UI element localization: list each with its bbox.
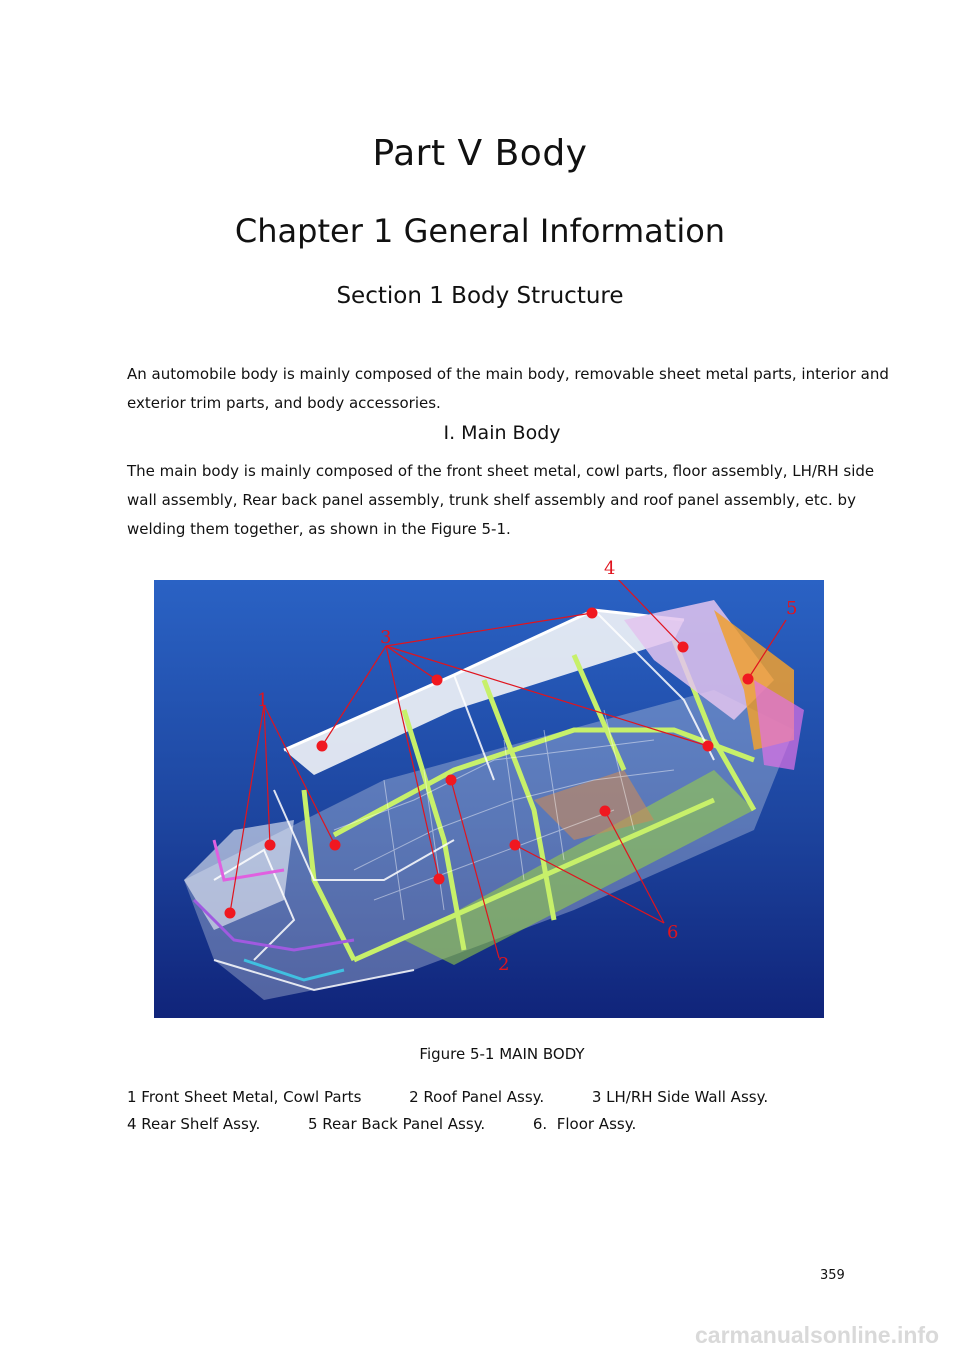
part-title: Part V Body (372, 133, 588, 174)
main-body-paragraph: The main body is mainly composed of the front sheet metal, cowl parts, floor assembly, LH/RH side wall assembly, Rear back panel assembly, trunk shelf assembly and roof panel assembly, etc. by welding them together, as shown in the Figure 5-1. (127, 462, 875, 538)
callout-label-6: 6 (667, 922, 679, 943)
callout-point-3a (317, 741, 328, 752)
watermark: carmanualsonline.info (695, 1322, 940, 1348)
callout-label-3: 3 (380, 627, 392, 648)
callout-point-1b (265, 840, 276, 851)
sub-heading-main-body: I. Main Body (443, 422, 561, 444)
page-number: 359 (820, 1268, 845, 1283)
callout-label-1: 1 (257, 690, 269, 711)
callout-point-3d (434, 874, 445, 885)
callout-point-6b (600, 806, 611, 817)
chapter-title: Chapter 1 General Information (234, 212, 726, 250)
callout-point-4 (678, 642, 689, 653)
callout-label-2: 2 (498, 954, 510, 975)
figure-caption: Figure 5-1 MAIN BODY (419, 1045, 585, 1063)
callout-point-3b (432, 675, 443, 686)
callout-point-2 (446, 775, 457, 786)
callout-point-1a (225, 908, 236, 919)
section-title: Section 1 Body Structure (336, 283, 624, 309)
callout-point-5 (743, 674, 754, 685)
main-body-figure (154, 580, 824, 1018)
callout-label-4: 4 (604, 558, 616, 579)
figure-legend-line-1: 1 Front Sheet Metal, Cowl Parts 2 Roof Panel Assy. 3 LH/RH Side Wall Assy. (127, 1088, 769, 1106)
figure-legend-line-2: 4 Rear Shelf Assy. 5 Rear Back Panel Assy. 6. Floor Assy. (127, 1115, 637, 1133)
intro-paragraph: An automobile body is mainly composed of the main body, removable sheet metal parts, interior and exterior trim parts, and body accessories. (127, 365, 889, 412)
callout-point-3c (587, 608, 598, 619)
callout-label-5: 5 (786, 598, 798, 619)
car-body-illustration (154, 580, 824, 1018)
callout-point-1c (330, 840, 341, 851)
callout-point-6a (510, 840, 521, 851)
callout-point-3e (703, 741, 714, 752)
